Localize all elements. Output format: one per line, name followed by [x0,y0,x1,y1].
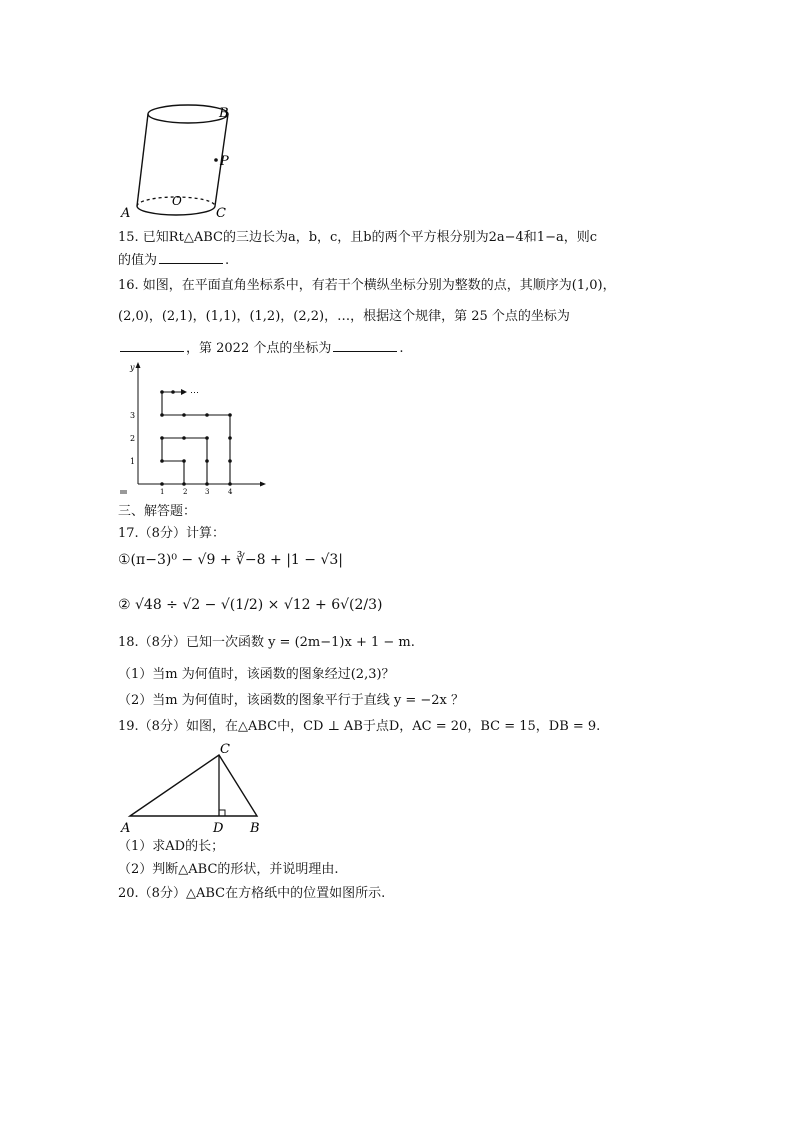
y-tick-2: 2 [130,434,136,443]
x-tick-4: 4 [228,488,233,496]
q18-part1: （1）当m 为何值时，该函数的图象经过(2,3)？ [118,667,395,682]
path-arrow [181,389,187,395]
q19-header: 19.（8分）如图，在△ABC中，CD ⊥ AB于点D，AC = 20，BC = 15，DB = 9. [118,719,601,734]
y-axis-arrow [136,362,141,368]
cylinder-left-side [137,114,148,206]
point-path [162,392,230,484]
q17-item1: ①(π−3)⁰ − √9 + ∛−8 + |1 − √3| [118,552,344,568]
label-a: A [121,206,131,221]
label-b: B [250,821,260,836]
cylinder-top-ellipse [148,105,228,123]
triangle-figure [116,740,276,838]
label-c: C [220,742,230,757]
q16-line1: 16. 如图，在平面直角坐标系中，有若干个横纵坐标分别为整数的点，其顺序为(1,0)， [118,278,616,293]
q15-line1: 15. 已知Rt△ABC的三边长为a，b，c，且b的两个平方根分别为2a−4和1−a，则c [118,230,598,245]
q17-item2: ② √48 ÷ √2 − √(1/2) × √12 + 6√(2/3) [118,597,383,613]
y-tick-3: 3 [130,411,136,420]
label-a: A [121,821,131,836]
x-axis-arrow [260,482,266,487]
x-tick-1: 1 [160,488,165,496]
right-angle-mark [219,810,225,816]
point-p [214,158,218,162]
section-3-title: 三、解答题： [118,504,197,519]
q18-part2: （2）当m 为何值时，该函数的图象平行于直线 y = −2x ？ [118,693,464,708]
x-tick-2: 2 [183,488,188,496]
y-tick-1: 1 [130,457,136,466]
x-tick-3: 3 [205,488,210,496]
q16-answer-blank-25[interactable] [120,339,184,352]
label-p: P [220,154,229,169]
q15-suffix: . [225,253,230,268]
q16-line3 [118,339,404,358]
triangle-abc [130,755,257,816]
label-b: B [219,106,229,121]
q16-line2: (2,0)，(2,1)，(1,1)，(1,2)，(2,2)，…，根据这个规律，第 25 个点的坐标为 [118,309,570,324]
q19-part1: （1）求AD的长； [118,839,225,854]
q17-header: 17.（8分）计算： [118,526,225,541]
q15-answer-blank[interactable] [159,251,223,264]
y-axis-label: y [130,363,135,372]
q15-prefix: 的值为 [118,253,158,268]
q16-end: . [399,341,404,356]
label-o: O [172,194,182,208]
q16-answer-blank-2022[interactable] [333,339,397,352]
grid-path-figure [116,358,266,498]
origin-mark [120,490,127,494]
cylinder-figure [112,98,242,223]
q16-mid: ，第 2022 个点的坐标为 [186,341,332,356]
q15-line2 [118,251,229,270]
q20-header: 20.（8分）△ABC在方格纸中的位置如图所示. [118,886,386,901]
label-c: C [216,206,226,221]
q19-part2: （2）判断△ABC的形状，并说明理由. [118,862,339,877]
path-ellipsis: ⋯ [190,388,199,398]
label-d: D [213,821,224,836]
q18-header: 18.（8分）已知一次函数 y = (2m−1)x + 1 − m. [118,635,415,650]
